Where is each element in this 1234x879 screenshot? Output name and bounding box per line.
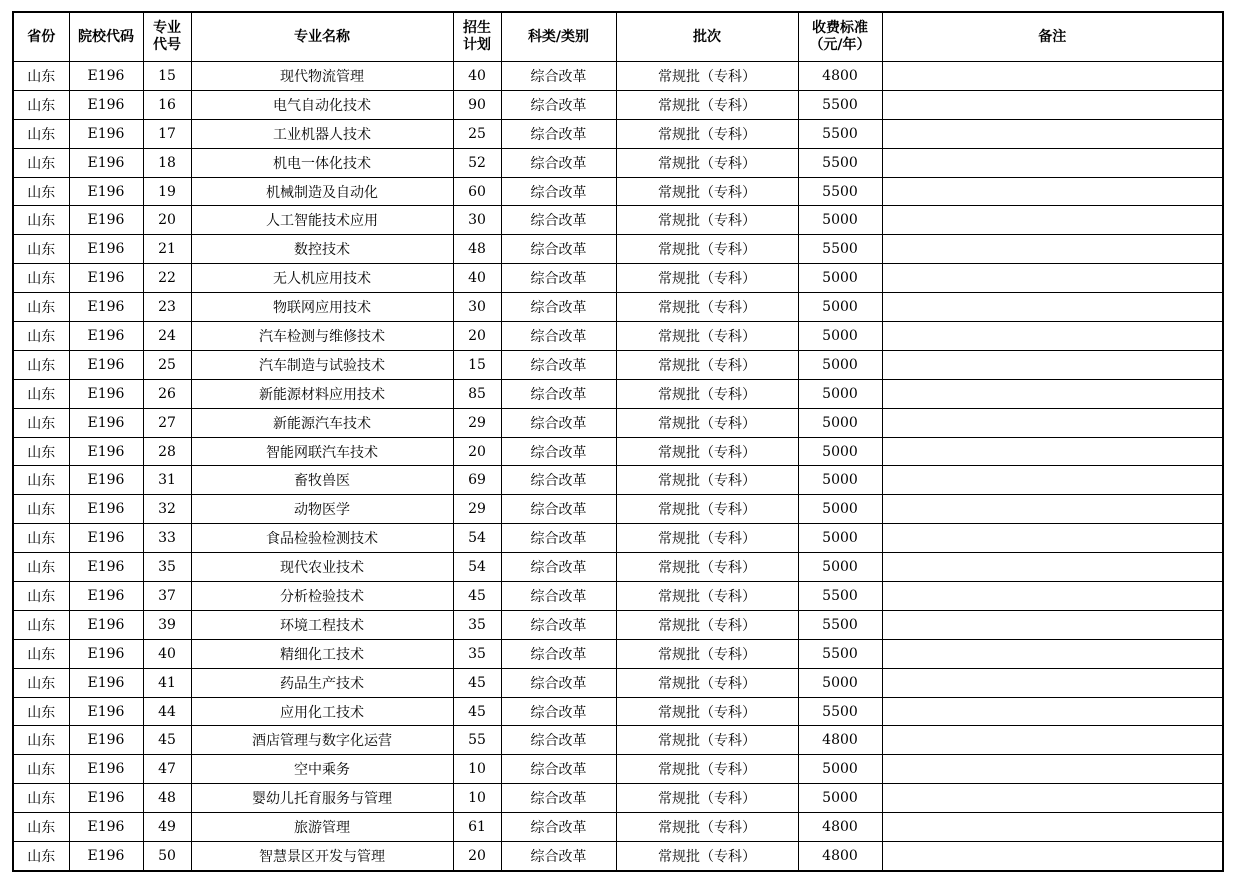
cell-major-code: 21 bbox=[143, 235, 191, 264]
header-note: 备注 bbox=[882, 12, 1223, 62]
cell-note bbox=[882, 639, 1223, 668]
table-row bbox=[13, 668, 1223, 697]
cell-plan: 15 bbox=[453, 350, 501, 379]
cell-major-name: 婴幼儿托育服务与管理 bbox=[191, 784, 453, 813]
cell-school-code: E196 bbox=[69, 62, 143, 91]
cell-category: 综合改革 bbox=[501, 408, 616, 437]
cell-category: 综合改革 bbox=[501, 437, 616, 466]
cell-plan: 20 bbox=[453, 322, 501, 351]
cell-note bbox=[882, 437, 1223, 466]
cell-category: 综合改革 bbox=[501, 119, 616, 148]
cell-fee: 4800 bbox=[798, 726, 882, 755]
cell-category: 综合改革 bbox=[501, 668, 616, 697]
cell-province: 山东 bbox=[13, 90, 69, 119]
cell-category: 综合改革 bbox=[501, 639, 616, 668]
cell-batch: 常规批（专科） bbox=[616, 755, 798, 784]
cell-province: 山东 bbox=[13, 524, 69, 553]
cell-province: 山东 bbox=[13, 755, 69, 784]
cell-province: 山东 bbox=[13, 293, 69, 322]
table-row bbox=[13, 639, 1223, 668]
cell-batch: 常规批（专科） bbox=[616, 90, 798, 119]
cell-category: 综合改革 bbox=[501, 610, 616, 639]
cell-batch: 常规批（专科） bbox=[616, 177, 798, 206]
cell-category: 综合改革 bbox=[501, 582, 616, 611]
cell-major-name: 酒店管理与数字化运营 bbox=[191, 726, 453, 755]
cell-fee: 5500 bbox=[798, 177, 882, 206]
cell-major-name: 畜牧兽医 bbox=[191, 466, 453, 495]
cell-plan: 10 bbox=[453, 784, 501, 813]
cell-major-code: 23 bbox=[143, 293, 191, 322]
cell-fee: 5000 bbox=[798, 322, 882, 351]
cell-school-code: E196 bbox=[69, 553, 143, 582]
cell-province: 山东 bbox=[13, 350, 69, 379]
cell-note bbox=[882, 62, 1223, 91]
cell-province: 山东 bbox=[13, 639, 69, 668]
cell-school-code: E196 bbox=[69, 784, 143, 813]
cell-note bbox=[882, 668, 1223, 697]
cell-major-code: 22 bbox=[143, 264, 191, 293]
header-major-code-text: 专业代号 bbox=[153, 20, 181, 53]
header-fee bbox=[798, 12, 882, 62]
cell-note bbox=[882, 206, 1223, 235]
cell-major-name: 现代农业技术 bbox=[191, 553, 453, 582]
table-row bbox=[13, 293, 1223, 322]
cell-school-code: E196 bbox=[69, 235, 143, 264]
cell-plan: 30 bbox=[453, 206, 501, 235]
cell-province: 山东 bbox=[13, 235, 69, 264]
cell-fee: 4800 bbox=[798, 842, 882, 871]
cell-fee: 5000 bbox=[798, 466, 882, 495]
cell-category: 综合改革 bbox=[501, 842, 616, 871]
table-row bbox=[13, 322, 1223, 351]
cell-major-name: 动物医学 bbox=[191, 495, 453, 524]
table-row bbox=[13, 148, 1223, 177]
cell-batch: 常规批（专科） bbox=[616, 379, 798, 408]
table-row bbox=[13, 553, 1223, 582]
cell-note bbox=[882, 177, 1223, 206]
header-major-code bbox=[143, 12, 191, 62]
cell-category: 综合改革 bbox=[501, 466, 616, 495]
cell-batch: 常规批（专科） bbox=[616, 697, 798, 726]
cell-major-name: 人工智能技术应用 bbox=[191, 206, 453, 235]
cell-major-name: 智慧景区开发与管理 bbox=[191, 842, 453, 871]
header-category: 科类/类别 bbox=[501, 12, 616, 62]
cell-plan: 55 bbox=[453, 726, 501, 755]
cell-major-name: 机械制造及自动化 bbox=[191, 177, 453, 206]
cell-province: 山东 bbox=[13, 784, 69, 813]
cell-batch: 常规批（专科） bbox=[616, 235, 798, 264]
table-row bbox=[13, 610, 1223, 639]
cell-note bbox=[882, 379, 1223, 408]
cell-school-code: E196 bbox=[69, 668, 143, 697]
cell-category: 综合改革 bbox=[501, 813, 616, 842]
cell-school-code: E196 bbox=[69, 582, 143, 611]
cell-batch: 常规批（专科） bbox=[616, 784, 798, 813]
cell-major-name: 现代物流管理 bbox=[191, 62, 453, 91]
cell-major-name: 工业机器人技术 bbox=[191, 119, 453, 148]
cell-province: 山东 bbox=[13, 322, 69, 351]
table-row bbox=[13, 264, 1223, 293]
table-row bbox=[13, 437, 1223, 466]
cell-major-code: 19 bbox=[143, 177, 191, 206]
cell-province: 山东 bbox=[13, 264, 69, 293]
cell-fee: 5000 bbox=[798, 350, 882, 379]
cell-school-code: E196 bbox=[69, 639, 143, 668]
table-row bbox=[13, 726, 1223, 755]
cell-school-code: E196 bbox=[69, 495, 143, 524]
table-row bbox=[13, 235, 1223, 264]
cell-batch: 常规批（专科） bbox=[616, 726, 798, 755]
admission-plan-sheet bbox=[12, 11, 1224, 872]
table-row bbox=[13, 177, 1223, 206]
cell-category: 综合改革 bbox=[501, 379, 616, 408]
cell-major-name: 汽车制造与试验技术 bbox=[191, 350, 453, 379]
cell-category: 综合改革 bbox=[501, 293, 616, 322]
cell-category: 综合改革 bbox=[501, 524, 616, 553]
header-school-code: 院校代码 bbox=[69, 12, 143, 62]
table-row bbox=[13, 524, 1223, 553]
cell-major-name: 新能源材料应用技术 bbox=[191, 379, 453, 408]
cell-province: 山东 bbox=[13, 379, 69, 408]
cell-note bbox=[882, 235, 1223, 264]
cell-plan: 35 bbox=[453, 610, 501, 639]
cell-plan: 45 bbox=[453, 697, 501, 726]
cell-school-code: E196 bbox=[69, 119, 143, 148]
cell-major-code: 45 bbox=[143, 726, 191, 755]
cell-province: 山东 bbox=[13, 610, 69, 639]
cell-fee: 5000 bbox=[798, 755, 882, 784]
cell-plan: 48 bbox=[453, 235, 501, 264]
cell-major-name: 环境工程技术 bbox=[191, 610, 453, 639]
cell-batch: 常规批（专科） bbox=[616, 842, 798, 871]
table-row bbox=[13, 813, 1223, 842]
cell-category: 综合改革 bbox=[501, 495, 616, 524]
cell-note bbox=[882, 350, 1223, 379]
cell-school-code: E196 bbox=[69, 524, 143, 553]
cell-category: 综合改革 bbox=[501, 177, 616, 206]
cell-batch: 常规批（专科） bbox=[616, 119, 798, 148]
cell-fee: 5500 bbox=[798, 610, 882, 639]
cell-school-code: E196 bbox=[69, 437, 143, 466]
cell-school-code: E196 bbox=[69, 755, 143, 784]
cell-plan: 52 bbox=[453, 148, 501, 177]
cell-province: 山东 bbox=[13, 148, 69, 177]
cell-category: 综合改革 bbox=[501, 697, 616, 726]
cell-school-code: E196 bbox=[69, 726, 143, 755]
cell-major-name: 分析检验技术 bbox=[191, 582, 453, 611]
cell-major-code: 40 bbox=[143, 639, 191, 668]
cell-fee: 5500 bbox=[798, 582, 882, 611]
header-batch: 批次 bbox=[616, 12, 798, 62]
cell-school-code: E196 bbox=[69, 610, 143, 639]
cell-note bbox=[882, 524, 1223, 553]
cell-province: 山东 bbox=[13, 119, 69, 148]
header-plan-text: 招生计划 bbox=[463, 20, 491, 53]
table-row bbox=[13, 62, 1223, 91]
cell-category: 综合改革 bbox=[501, 553, 616, 582]
cell-fee: 5500 bbox=[798, 235, 882, 264]
cell-major-code: 18 bbox=[143, 148, 191, 177]
cell-fee: 5000 bbox=[798, 408, 882, 437]
cell-province: 山东 bbox=[13, 437, 69, 466]
cell-plan: 90 bbox=[453, 90, 501, 119]
cell-category: 综合改革 bbox=[501, 350, 616, 379]
cell-province: 山东 bbox=[13, 495, 69, 524]
cell-plan: 60 bbox=[453, 177, 501, 206]
cell-category: 综合改革 bbox=[501, 726, 616, 755]
header-province: 省份 bbox=[13, 12, 69, 62]
cell-batch: 常规批（专科） bbox=[616, 437, 798, 466]
cell-plan: 10 bbox=[453, 755, 501, 784]
cell-batch: 常规批（专科） bbox=[616, 524, 798, 553]
cell-plan: 45 bbox=[453, 668, 501, 697]
cell-province: 山东 bbox=[13, 206, 69, 235]
cell-note bbox=[882, 90, 1223, 119]
cell-category: 综合改革 bbox=[501, 235, 616, 264]
table-row bbox=[13, 350, 1223, 379]
cell-note bbox=[882, 582, 1223, 611]
cell-fee: 5000 bbox=[798, 379, 882, 408]
cell-fee: 5500 bbox=[798, 639, 882, 668]
cell-batch: 常规批（专科） bbox=[616, 62, 798, 91]
table-row bbox=[13, 495, 1223, 524]
header-major-name: 专业名称 bbox=[191, 12, 453, 62]
cell-fee: 5000 bbox=[798, 437, 882, 466]
cell-province: 山东 bbox=[13, 466, 69, 495]
cell-major-name: 食品检验检测技术 bbox=[191, 524, 453, 553]
cell-plan: 40 bbox=[453, 264, 501, 293]
cell-province: 山东 bbox=[13, 553, 69, 582]
cell-school-code: E196 bbox=[69, 842, 143, 871]
header-fee-text: 收费标准（元/年） bbox=[809, 20, 871, 53]
cell-major-code: 16 bbox=[143, 90, 191, 119]
cell-major-code: 27 bbox=[143, 408, 191, 437]
cell-fee: 5000 bbox=[798, 206, 882, 235]
cell-note bbox=[882, 264, 1223, 293]
cell-province: 山东 bbox=[13, 177, 69, 206]
cell-major-code: 47 bbox=[143, 755, 191, 784]
cell-school-code: E196 bbox=[69, 322, 143, 351]
cell-major-name: 新能源汽车技术 bbox=[191, 408, 453, 437]
cell-batch: 常规批（专科） bbox=[616, 553, 798, 582]
cell-plan: 29 bbox=[453, 495, 501, 524]
cell-category: 综合改革 bbox=[501, 784, 616, 813]
cell-category: 综合改革 bbox=[501, 755, 616, 784]
cell-fee: 5000 bbox=[798, 495, 882, 524]
cell-plan: 30 bbox=[453, 293, 501, 322]
cell-plan: 45 bbox=[453, 582, 501, 611]
cell-major-code: 20 bbox=[143, 206, 191, 235]
cell-school-code: E196 bbox=[69, 148, 143, 177]
cell-major-name: 汽车检测与维修技术 bbox=[191, 322, 453, 351]
cell-major-name: 精细化工技术 bbox=[191, 639, 453, 668]
cell-category: 综合改革 bbox=[501, 264, 616, 293]
cell-major-name: 无人机应用技术 bbox=[191, 264, 453, 293]
cell-fee: 5500 bbox=[798, 90, 882, 119]
table-row bbox=[13, 842, 1223, 871]
cell-note bbox=[882, 784, 1223, 813]
cell-note bbox=[882, 697, 1223, 726]
cell-major-code: 24 bbox=[143, 322, 191, 351]
cell-school-code: E196 bbox=[69, 813, 143, 842]
cell-major-name: 物联网应用技术 bbox=[191, 293, 453, 322]
cell-fee: 5500 bbox=[798, 119, 882, 148]
cell-fee: 5000 bbox=[798, 668, 882, 697]
cell-note bbox=[882, 726, 1223, 755]
cell-batch: 常规批（专科） bbox=[616, 293, 798, 322]
table-row bbox=[13, 119, 1223, 148]
cell-note bbox=[882, 408, 1223, 437]
table-row bbox=[13, 466, 1223, 495]
cell-province: 山东 bbox=[13, 408, 69, 437]
cell-plan: 69 bbox=[453, 466, 501, 495]
cell-plan: 54 bbox=[453, 524, 501, 553]
cell-major-name: 智能网联汽车技术 bbox=[191, 437, 453, 466]
cell-batch: 常规批（专科） bbox=[616, 148, 798, 177]
cell-fee: 5000 bbox=[798, 553, 882, 582]
cell-fee: 5500 bbox=[798, 697, 882, 726]
cell-major-code: 33 bbox=[143, 524, 191, 553]
table-row bbox=[13, 408, 1223, 437]
cell-major-code: 25 bbox=[143, 350, 191, 379]
cell-plan: 25 bbox=[453, 119, 501, 148]
cell-category: 综合改革 bbox=[501, 90, 616, 119]
cell-note bbox=[882, 553, 1223, 582]
cell-note bbox=[882, 755, 1223, 784]
cell-school-code: E196 bbox=[69, 264, 143, 293]
cell-batch: 常规批（专科） bbox=[616, 610, 798, 639]
cell-note bbox=[882, 119, 1223, 148]
cell-plan: 29 bbox=[453, 408, 501, 437]
table-row bbox=[13, 784, 1223, 813]
cell-note bbox=[882, 148, 1223, 177]
cell-fee: 5000 bbox=[798, 524, 882, 553]
cell-school-code: E196 bbox=[69, 293, 143, 322]
cell-batch: 常规批（专科） bbox=[616, 408, 798, 437]
header-plan bbox=[453, 12, 501, 62]
cell-plan: 85 bbox=[453, 379, 501, 408]
cell-note bbox=[882, 293, 1223, 322]
cell-province: 山东 bbox=[13, 62, 69, 91]
cell-school-code: E196 bbox=[69, 206, 143, 235]
cell-major-code: 50 bbox=[143, 842, 191, 871]
cell-note bbox=[882, 322, 1223, 351]
cell-school-code: E196 bbox=[69, 177, 143, 206]
cell-plan: 20 bbox=[453, 437, 501, 466]
cell-batch: 常规批（专科） bbox=[616, 668, 798, 697]
cell-school-code: E196 bbox=[69, 408, 143, 437]
cell-note bbox=[882, 813, 1223, 842]
table-row bbox=[13, 697, 1223, 726]
cell-major-name: 应用化工技术 bbox=[191, 697, 453, 726]
cell-note bbox=[882, 610, 1223, 639]
cell-school-code: E196 bbox=[69, 350, 143, 379]
cell-school-code: E196 bbox=[69, 466, 143, 495]
cell-major-code: 39 bbox=[143, 610, 191, 639]
cell-major-code: 41 bbox=[143, 668, 191, 697]
table-body bbox=[13, 62, 1223, 871]
cell-batch: 常规批（专科） bbox=[616, 495, 798, 524]
cell-fee: 5000 bbox=[798, 293, 882, 322]
cell-province: 山东 bbox=[13, 813, 69, 842]
table-row bbox=[13, 90, 1223, 119]
cell-province: 山东 bbox=[13, 668, 69, 697]
cell-batch: 常规批（专科） bbox=[616, 813, 798, 842]
cell-major-code: 31 bbox=[143, 466, 191, 495]
cell-school-code: E196 bbox=[69, 379, 143, 408]
cell-major-name: 旅游管理 bbox=[191, 813, 453, 842]
cell-major-code: 44 bbox=[143, 697, 191, 726]
cell-major-code: 26 bbox=[143, 379, 191, 408]
cell-major-name: 药品生产技术 bbox=[191, 668, 453, 697]
table-row bbox=[13, 206, 1223, 235]
cell-school-code: E196 bbox=[69, 90, 143, 119]
cell-plan: 40 bbox=[453, 62, 501, 91]
admission-plan-table bbox=[12, 11, 1224, 872]
cell-plan: 54 bbox=[453, 553, 501, 582]
cell-major-name: 机电一体化技术 bbox=[191, 148, 453, 177]
cell-major-code: 15 bbox=[143, 62, 191, 91]
cell-category: 综合改革 bbox=[501, 62, 616, 91]
cell-major-code: 28 bbox=[143, 437, 191, 466]
cell-fee: 5000 bbox=[798, 264, 882, 293]
cell-plan: 61 bbox=[453, 813, 501, 842]
cell-fee: 4800 bbox=[798, 62, 882, 91]
cell-category: 综合改革 bbox=[501, 322, 616, 351]
cell-province: 山东 bbox=[13, 842, 69, 871]
cell-major-name: 空中乘务 bbox=[191, 755, 453, 784]
cell-plan: 35 bbox=[453, 639, 501, 668]
cell-category: 综合改革 bbox=[501, 206, 616, 235]
cell-major-name: 电气自动化技术 bbox=[191, 90, 453, 119]
cell-province: 山东 bbox=[13, 726, 69, 755]
cell-fee: 4800 bbox=[798, 813, 882, 842]
cell-plan: 20 bbox=[453, 842, 501, 871]
cell-note bbox=[882, 466, 1223, 495]
table-row bbox=[13, 379, 1223, 408]
cell-major-code: 37 bbox=[143, 582, 191, 611]
cell-major-code: 48 bbox=[143, 784, 191, 813]
cell-note bbox=[882, 495, 1223, 524]
table-row bbox=[13, 582, 1223, 611]
cell-province: 山东 bbox=[13, 582, 69, 611]
cell-batch: 常规批（专科） bbox=[616, 322, 798, 351]
cell-major-code: 17 bbox=[143, 119, 191, 148]
cell-major-code: 49 bbox=[143, 813, 191, 842]
cell-major-code: 32 bbox=[143, 495, 191, 524]
cell-batch: 常规批（专科） bbox=[616, 639, 798, 668]
cell-batch: 常规批（专科） bbox=[616, 206, 798, 235]
cell-batch: 常规批（专科） bbox=[616, 582, 798, 611]
cell-fee: 5500 bbox=[798, 148, 882, 177]
cell-batch: 常规批（专科） bbox=[616, 350, 798, 379]
cell-fee: 5000 bbox=[798, 784, 882, 813]
cell-major-code: 35 bbox=[143, 553, 191, 582]
table-row bbox=[13, 755, 1223, 784]
cell-province: 山东 bbox=[13, 697, 69, 726]
cell-school-code: E196 bbox=[69, 697, 143, 726]
cell-note bbox=[882, 842, 1223, 871]
cell-category: 综合改革 bbox=[501, 148, 616, 177]
cell-batch: 常规批（专科） bbox=[616, 264, 798, 293]
table-header-row bbox=[13, 12, 1223, 62]
cell-major-name: 数控技术 bbox=[191, 235, 453, 264]
cell-batch: 常规批（专科） bbox=[616, 466, 798, 495]
